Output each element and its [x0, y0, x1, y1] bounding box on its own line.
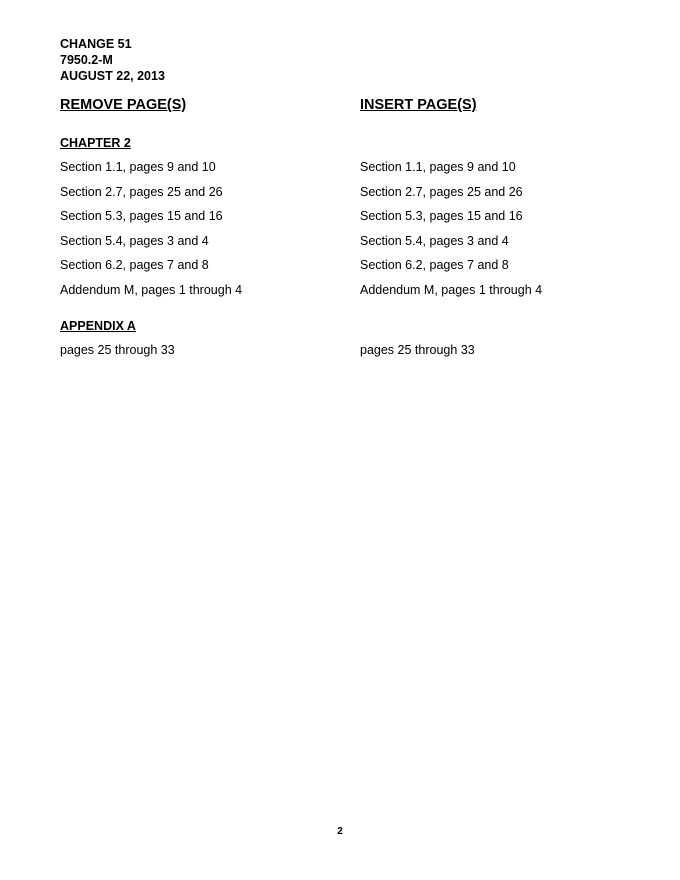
list-item: pages 25 through 33	[60, 342, 175, 357]
chapter-spacer	[360, 114, 650, 151]
list-item: Section 2.7, pages 25 and 26	[360, 184, 523, 199]
page-number: 2	[337, 826, 343, 837]
document-number: 7950.2-M	[60, 53, 113, 67]
insert-appendix-list	[360, 342, 650, 358]
insert-pages-title: INSERT PAGE(S)	[360, 97, 477, 113]
insert-pages-column	[360, 96, 650, 358]
document-header	[60, 36, 165, 84]
remove-pages-title: REMOVE PAGE(S)	[60, 97, 187, 113]
list-item: Addendum M, pages 1 through 4	[60, 282, 243, 297]
list-item: Section 5.4, pages 3 and 4	[360, 233, 509, 248]
list-item: Section 5.3, pages 15 and 16	[60, 209, 223, 223]
list-item: pages 25 through 33	[360, 342, 475, 357]
document-date: AUGUST 22, 2013	[60, 69, 165, 83]
list-item: Section 1.1, pages 9 and 10	[360, 160, 516, 174]
remove-appendix-list	[60, 342, 350, 358]
list-item: Section 5.3, pages 15 and 16	[360, 209, 523, 223]
appendix-spacer	[360, 298, 650, 334]
list-item: Section 2.7, pages 25 and 26	[60, 184, 223, 199]
list-item: Section 1.1, pages 9 and 10	[60, 160, 216, 174]
chapter-heading: CHAPTER 2	[60, 136, 131, 150]
appendix-heading: APPENDIX A	[60, 318, 136, 333]
change-number: CHANGE 51	[60, 37, 132, 51]
list-item: Section 5.4, pages 3 and 4	[60, 233, 209, 248]
list-item: Section 6.2, pages 7 and 8	[360, 258, 509, 272]
list-item: Section 6.2, pages 7 and 8	[60, 258, 209, 272]
remove-chapter-list	[60, 159, 350, 298]
list-item: Addendum M, pages 1 through 4	[360, 282, 543, 297]
remove-pages-column	[60, 96, 350, 358]
insert-chapter-list	[360, 159, 650, 298]
